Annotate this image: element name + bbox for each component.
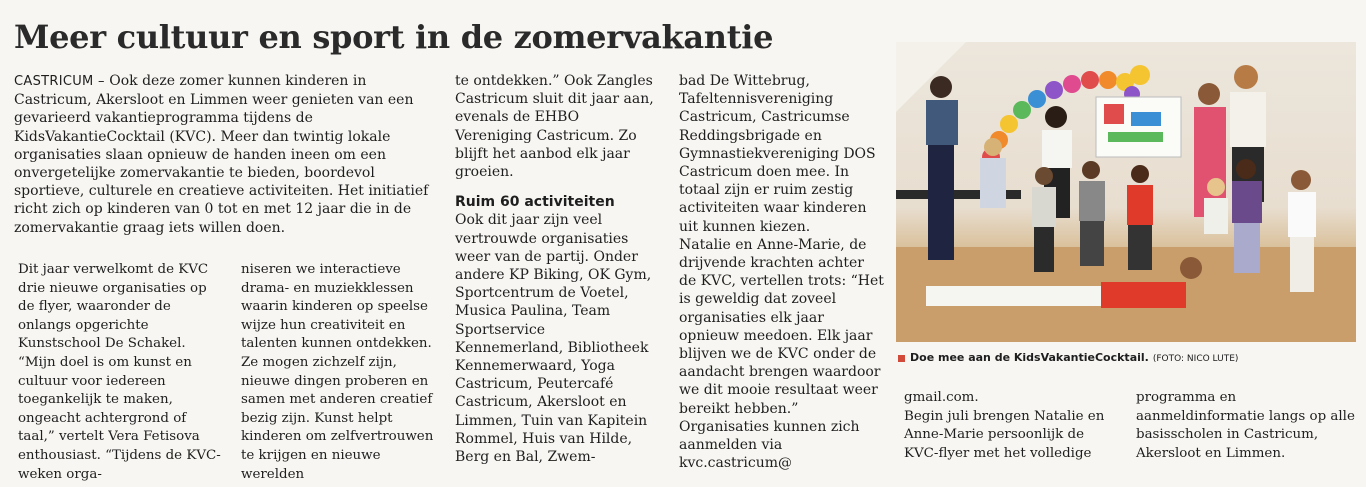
paragraph: niseren we interactieve drama- en muziekklessen waarin kinderen op speelse wijze hun creativiteit en talenten kunnen ontdekken. Ze mogen zichzelf zijn, nieuwe dingen proberen en samen met anderen creatief bezig zijn. Kunst helpt kinderen om zelfvertrouwen te krijgen en nieuwe werelden [241,262,434,482]
body-column-2 [241,261,438,484]
paragraph: programma en aanmeldinformatie langs op alle basisscholen in Castricum, Akersloot en Limmen. [1136,390,1355,461]
lying-child [926,286,1106,306]
body-column-4 [679,72,884,472]
article-photo [896,42,1356,342]
caption-marker-icon [898,355,905,362]
paragraph: Natalie en Anne-Marie, de drijvende krachten achter de KVC, vertellen trots: “Het is geweldig dat zoveel organisaties elk jaar opnieuw meedoen. Elk jaar blijven we de KVC onder de aandacht brengen waardoor we dit mooie resultaat weer bereikt hebben.” Organisaties kunnen zich aanmelden via kvc.castricum@ [679,236,884,472]
article-headline: Meer cultuur en sport in de zomervakantie [14,18,774,56]
paragraph: gmail.com. [904,390,979,405]
body-column-1 [18,261,223,484]
paragraph: Ook dit jaar zijn veel vertrouwde organisaties weer van de partij. Onder andere KP Biking, OK Gym, Sportcentrum de Voetel, Musica Paulina, Team Sportservice Kennemerland, Bibliotheek Kennemerwaard, Yoga Castricum, Peutercafé Castricum, Akersloot en Limmen, Tuin van Kapitein Rommel, Huis van Hilde, Berg en Bal, Zwem- [455,212,652,466]
paragraph: te ontdekken.” Ook Zangles Castricum sluit dit jaar aan, evenals de EHBO Vereniging Castricum. Zo blijft het aanbod elk jaar groeien. [455,73,654,181]
photo-credit: (FOTO: NICO LUTE) [1152,354,1239,364]
body-column-3 [455,72,657,466]
caption-text: Doe mee aan de KidsVakantieCocktail. [910,351,1149,364]
body-column-5 [904,389,1116,463]
paragraph: Begin juli brengen Natalie en Anne-Marie persoonlijk de KVC-flyer met het volledige [904,408,1105,461]
paragraph: Dit jaar verwelkomt de KVC drie nieuwe organisaties op de flyer, waaronder de onlangs opgerichte Kunstschool De Schakel. “Mijn doel is om kunst en cultuur voor iedereen toegankelijk te maken, ongeacht achtergrond of taal,” vertelt Vera Fetisova enthousiast. “Tijdens de KVC-weken orga- [18,262,221,482]
photo-caption [898,351,1238,364]
section-subhead: Ruim 60 activiteiten [455,194,615,211]
group-photo-illustration [896,42,1356,342]
paragraph: bad De Wittebrug, Tafeltennisvereniging Castricum, Castricumse Reddingsbrigade en Gymnastiekvereniging DOS Castricum doen mee. In totaal zijn er ruim zestig activiteiten waar kinderen uit kunnen kiezen. [679,73,876,235]
intro-paragraph [14,72,438,237]
dateline: CASTRICUM – [14,74,105,89]
body-column-6 [1136,389,1356,463]
intro-text: Ook deze zomer kunnen kinderen in Castricum, Akersloot en Limmen weer genieten van een gevarieerd vakantieprogramma tijdens de KidsVakantieCocktail (KVC). Meer dan twintig lokale organisaties slaan opnieuw de handen ineen om een onvergetelijke zomervakantie te bieden, boordevol sportieve, culturele en creatieve activiteiten. Het initiatief richt zich op kinderen van 0 tot en met 12 jaar die in de zomervakantie graag iets willen doen. [14,73,429,236]
